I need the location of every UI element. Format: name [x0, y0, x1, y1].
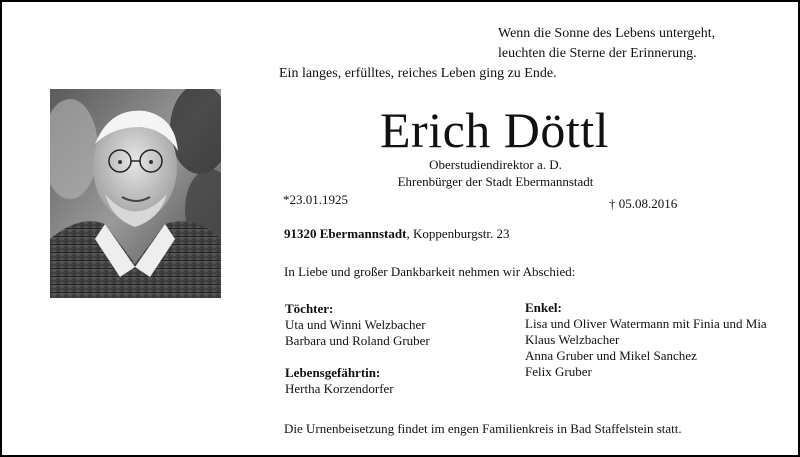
address	[284, 226, 509, 242]
partner-heading: Lebensgefährtin:	[285, 365, 381, 380]
address-street: , Koppenburgstr. 23	[406, 226, 510, 241]
portrait-photo	[50, 89, 221, 298]
title-line-1: Oberstudiendirektor a. D.	[429, 157, 562, 172]
quote-line-1: Wenn die Sonne des Lebens untergeht,	[498, 26, 716, 41]
list-item: Barbara und Roland Gruber	[285, 333, 430, 348]
list-item: Uta und Winni Welzbacher	[285, 317, 426, 332]
burial-note: Die Urnenbeisetzung findet im engen Familienkreis in Bad Staffelstein statt.	[284, 421, 682, 436]
grandchildren-section	[525, 300, 767, 380]
grandchildren-heading: Enkel:	[525, 300, 562, 315]
partner-section	[285, 365, 394, 397]
list-item: Felix Gruber	[525, 364, 592, 379]
list-item: Hertha Korzendorfer	[285, 381, 394, 396]
intro-text: Ein langes, erfülltes, reiches Leben ging zu Ende.	[279, 66, 557, 81]
quote-line-2: leuchten die Sterne der Erinnerung.	[498, 46, 697, 61]
daughters-section	[285, 301, 430, 349]
list-item: Anna Gruber und Mikel Sanchez	[525, 348, 697, 363]
list-item: Lisa und Oliver Watermann mit Finia und Mia	[525, 316, 767, 331]
memorial-quote	[498, 24, 715, 64]
honorary-titles	[381, 156, 610, 190]
daughters-heading: Töchter:	[285, 301, 334, 316]
list-item: Klaus Welzbacher	[525, 332, 620, 347]
title-line-2: Ehrenbürger der Stadt Ebermannstadt	[397, 174, 594, 189]
address-city: 91320 Ebermannstadt	[284, 226, 407, 241]
death-date: † 05.08.2016	[609, 196, 678, 211]
farewell-text: In Liebe und großer Dankbarkeit nehmen wir Abschied:	[284, 264, 576, 279]
birth-date: *23.01.1925	[283, 192, 348, 207]
deceased-name: Erich Döttl	[380, 102, 610, 158]
